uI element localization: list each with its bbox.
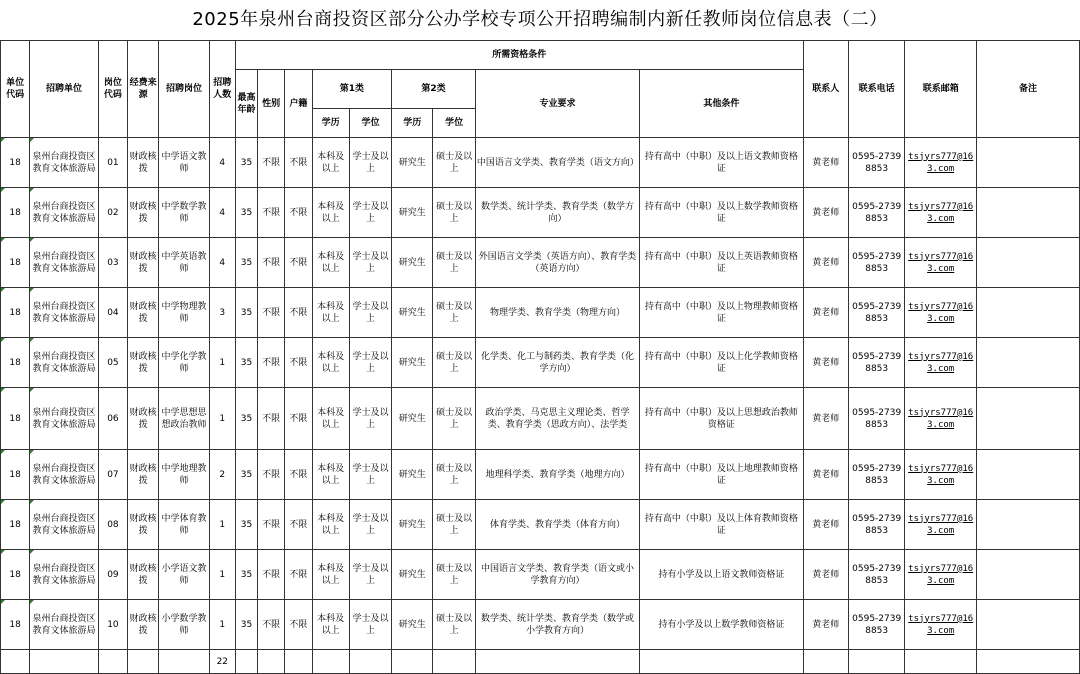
post-cell: 中学物理教师 xyxy=(159,288,209,338)
major-cell: 政治学类、马克思主义理论类、哲学类、教育学类（思政方向）、法学类 xyxy=(475,388,639,450)
email-cell[interactable]: tsjyrs777@163.com xyxy=(905,288,977,338)
empty-cell xyxy=(128,650,159,674)
unit-cell: 泉州台商投资区教育文体旅游局 xyxy=(30,188,99,238)
unit-cell: 泉州台商投资区教育文体旅游局 xyxy=(30,388,99,450)
empty-cell xyxy=(98,650,127,674)
header-unit-code: 单位代码 xyxy=(1,41,30,138)
header-unit: 招聘单位 xyxy=(30,41,99,138)
contact-cell: 黄老师 xyxy=(803,138,848,188)
degree-2-cell: 硕士及以上 xyxy=(433,450,475,500)
header-other: 其他条件 xyxy=(640,70,803,138)
funding-cell: 财政核拨 xyxy=(128,450,159,500)
post-cell: 中学语文教师 xyxy=(159,138,209,188)
post-code-cell: 10 xyxy=(98,600,127,650)
education-1-cell: 本科及以上 xyxy=(312,188,349,238)
funding-cell: 财政核拨 xyxy=(128,188,159,238)
remark-cell xyxy=(976,238,1079,288)
empty-cell xyxy=(159,650,209,674)
major-cell: 外国语言文学类（英语方向）、教育学类（英语方向） xyxy=(475,238,639,288)
funding-cell: 财政核拨 xyxy=(128,500,159,550)
max-age-cell: 35 xyxy=(235,138,257,188)
education-1-cell: 本科及以上 xyxy=(312,338,349,388)
hukou-cell: 不限 xyxy=(285,500,312,550)
header-degree-2: 学位 xyxy=(433,109,475,138)
header-requirements: 所需资格条件 xyxy=(235,41,803,70)
unit-code-cell: 18 xyxy=(1,338,30,388)
degree-1-cell: 学士及以上 xyxy=(349,550,391,600)
total-row xyxy=(1,650,1080,674)
max-age-cell: 35 xyxy=(235,550,257,600)
degree-2-cell: 硕士及以上 xyxy=(433,338,475,388)
empty-cell xyxy=(258,650,285,674)
contact-cell: 黄老师 xyxy=(803,450,848,500)
post-code-cell: 07 xyxy=(98,450,127,500)
empty-cell xyxy=(848,650,904,674)
header-education-1: 学历 xyxy=(312,109,349,138)
degree-2-cell: 硕士及以上 xyxy=(433,388,475,450)
header-type2: 第2类 xyxy=(392,70,476,109)
empty-cell xyxy=(905,650,977,674)
gender-cell: 不限 xyxy=(258,388,285,450)
table-row xyxy=(1,500,1080,550)
post-code-cell: 03 xyxy=(98,238,127,288)
table-row xyxy=(1,238,1080,288)
other-cell: 持有高中（中职）及以上化学教师资格证 xyxy=(640,338,803,388)
empty-cell xyxy=(285,650,312,674)
phone-cell: 0595-27398853 xyxy=(848,338,904,388)
contact-cell: 黄老师 xyxy=(803,188,848,238)
unit-code-cell: 18 xyxy=(1,138,30,188)
empty-cell xyxy=(640,650,803,674)
other-cell: 持有高中（中职）及以上英语教师资格证 xyxy=(640,238,803,288)
table-row xyxy=(1,450,1080,500)
header-education-2: 学历 xyxy=(392,109,433,138)
contact-cell: 黄老师 xyxy=(803,238,848,288)
count-cell: 1 xyxy=(209,338,235,388)
hukou-cell: 不限 xyxy=(285,188,312,238)
phone-cell: 0595-27398853 xyxy=(848,550,904,600)
count-cell: 1 xyxy=(209,600,235,650)
major-cell: 数学类、统计学类、教育学类（数学或小学教育方向） xyxy=(475,600,639,650)
education-1-cell: 本科及以上 xyxy=(312,600,349,650)
email-cell[interactable]: tsjyrs777@163.com xyxy=(905,600,977,650)
education-2-cell: 研究生 xyxy=(392,338,433,388)
education-1-cell: 本科及以上 xyxy=(312,388,349,450)
contact-cell: 黄老师 xyxy=(803,500,848,550)
education-1-cell: 本科及以上 xyxy=(312,138,349,188)
count-cell: 4 xyxy=(209,238,235,288)
gender-cell: 不限 xyxy=(258,450,285,500)
remark-cell xyxy=(976,500,1079,550)
other-cell: 持有高中（中职）及以上物理教师资格证 xyxy=(640,288,803,338)
other-cell: 持有高中（中职）及以上思想政治教师资格证 xyxy=(640,388,803,450)
max-age-cell: 35 xyxy=(235,600,257,650)
hukou-cell: 不限 xyxy=(285,388,312,450)
funding-cell: 财政核拨 xyxy=(128,338,159,388)
header-hukou: 户籍 xyxy=(285,70,312,138)
phone-cell: 0595-27398853 xyxy=(848,450,904,500)
remark-cell xyxy=(976,600,1079,650)
phone-cell: 0595-27398853 xyxy=(848,600,904,650)
funding-cell: 财政核拨 xyxy=(128,238,159,288)
other-cell: 持有小学及以上数学教师资格证 xyxy=(640,600,803,650)
unit-code-cell: 18 xyxy=(1,288,30,338)
unit-code-cell: 18 xyxy=(1,450,30,500)
degree-2-cell: 硕士及以上 xyxy=(433,550,475,600)
education-2-cell: 研究生 xyxy=(392,238,433,288)
degree-1-cell: 学士及以上 xyxy=(349,338,391,388)
funding-cell: 财政核拨 xyxy=(128,138,159,188)
unit-code-cell: 18 xyxy=(1,600,30,650)
post-cell: 中学地理教师 xyxy=(159,450,209,500)
phone-cell: 0595-27398853 xyxy=(848,138,904,188)
post-cell: 中学体育教师 xyxy=(159,500,209,550)
email-cell[interactable]: tsjyrs777@163.com xyxy=(905,500,977,550)
post-code-cell: 05 xyxy=(98,338,127,388)
unit-code-cell: 18 xyxy=(1,188,30,238)
hukou-cell: 不限 xyxy=(285,450,312,500)
major-cell: 中国语言文学类、教育学类（语文或小学教育方向） xyxy=(475,550,639,600)
header-contact: 联系人 xyxy=(803,41,848,138)
degree-2-cell: 硕士及以上 xyxy=(433,600,475,650)
other-cell: 持有小学及以上语文教师资格证 xyxy=(640,550,803,600)
empty-cell xyxy=(475,650,639,674)
table-row xyxy=(1,188,1080,238)
table-row xyxy=(1,550,1080,600)
unit-cell: 泉州台商投资区教育文体旅游局 xyxy=(30,138,99,188)
education-1-cell: 本科及以上 xyxy=(312,238,349,288)
header-remark: 备注 xyxy=(976,41,1079,138)
post-cell: 中学英语教师 xyxy=(159,238,209,288)
recruitment-table xyxy=(0,40,1080,674)
phone-cell: 0595-27398853 xyxy=(848,188,904,238)
degree-1-cell: 学士及以上 xyxy=(349,138,391,188)
unit-cell: 泉州台商投资区教育文体旅游局 xyxy=(30,550,99,600)
count-cell: 2 xyxy=(209,450,235,500)
table-row xyxy=(1,288,1080,338)
remark-cell xyxy=(976,288,1079,338)
remark-cell xyxy=(976,550,1079,600)
hukou-cell: 不限 xyxy=(285,600,312,650)
education-2-cell: 研究生 xyxy=(392,188,433,238)
other-cell: 持有高中（中职）及以上语文教师资格证 xyxy=(640,138,803,188)
degree-1-cell: 学士及以上 xyxy=(349,500,391,550)
degree-2-cell: 硕士及以上 xyxy=(433,138,475,188)
education-1-cell: 本科及以上 xyxy=(312,288,349,338)
count-cell: 1 xyxy=(209,388,235,450)
hukou-cell: 不限 xyxy=(285,288,312,338)
hukou-cell: 不限 xyxy=(285,238,312,288)
empty-cell xyxy=(1,650,30,674)
header-count: 招聘人数 xyxy=(209,41,235,138)
hukou-cell: 不限 xyxy=(285,338,312,388)
funding-cell: 财政核拨 xyxy=(128,600,159,650)
gender-cell: 不限 xyxy=(258,600,285,650)
header-funding: 经费来源 xyxy=(128,41,159,138)
table-row xyxy=(1,388,1080,450)
count-cell: 4 xyxy=(209,188,235,238)
header-gender: 性别 xyxy=(258,70,285,138)
remark-cell xyxy=(976,188,1079,238)
email-cell[interactable]: tsjyrs777@163.com xyxy=(905,238,977,288)
max-age-cell: 35 xyxy=(235,288,257,338)
remark-cell xyxy=(976,338,1079,388)
header-type1: 第1类 xyxy=(312,70,392,109)
empty-cell xyxy=(235,650,257,674)
unit-cell: 泉州台商投资区教育文体旅游局 xyxy=(30,288,99,338)
unit-cell: 泉州台商投资区教育文体旅游局 xyxy=(30,500,99,550)
header-major: 专业要求 xyxy=(475,70,639,138)
degree-2-cell: 硕士及以上 xyxy=(433,500,475,550)
funding-cell: 财政核拨 xyxy=(128,288,159,338)
header-post-code: 岗位代码 xyxy=(98,41,127,138)
degree-1-cell: 学士及以上 xyxy=(349,288,391,338)
contact-cell: 黄老师 xyxy=(803,388,848,450)
degree-1-cell: 学士及以上 xyxy=(349,188,391,238)
major-cell: 体育学类、教育学类（体育方向） xyxy=(475,500,639,550)
post-cell: 中学化学教师 xyxy=(159,338,209,388)
other-cell: 持有高中（中职）及以上地理教师资格证 xyxy=(640,450,803,500)
gender-cell: 不限 xyxy=(258,188,285,238)
max-age-cell: 35 xyxy=(235,338,257,388)
degree-2-cell: 硕士及以上 xyxy=(433,238,475,288)
major-cell: 化学类、化工与制药类、教育学类（化学方向） xyxy=(475,338,639,388)
degree-1-cell: 学士及以上 xyxy=(349,388,391,450)
remark-cell xyxy=(976,388,1079,450)
empty-cell xyxy=(976,650,1079,674)
contact-cell: 黄老师 xyxy=(803,550,848,600)
max-age-cell: 35 xyxy=(235,188,257,238)
max-age-cell: 35 xyxy=(235,238,257,288)
hukou-cell: 不限 xyxy=(285,550,312,600)
table-row xyxy=(1,600,1080,650)
remark-cell xyxy=(976,138,1079,188)
education-1-cell: 本科及以上 xyxy=(312,500,349,550)
header-row-1 xyxy=(1,41,1080,70)
major-cell: 数学类、统计学类、教育学类（数学方向） xyxy=(475,188,639,238)
contact-cell: 黄老师 xyxy=(803,600,848,650)
empty-cell xyxy=(312,650,349,674)
header-phone: 联系电话 xyxy=(848,41,904,138)
education-2-cell: 研究生 xyxy=(392,138,433,188)
header-max-age: 最高年龄 xyxy=(235,70,257,138)
post-cell: 中学思想思想政治教师 xyxy=(159,388,209,450)
post-code-cell: 01 xyxy=(98,138,127,188)
remark-cell xyxy=(976,450,1079,500)
email-cell[interactable]: tsjyrs777@163.com xyxy=(905,388,977,450)
unit-cell: 泉州台商投资区教育文体旅游局 xyxy=(30,338,99,388)
unit-code-cell: 18 xyxy=(1,238,30,288)
post-cell: 中学数学教师 xyxy=(159,188,209,238)
unit-cell: 泉州台商投资区教育文体旅游局 xyxy=(30,450,99,500)
education-2-cell: 研究生 xyxy=(392,388,433,450)
gender-cell: 不限 xyxy=(258,138,285,188)
count-cell: 1 xyxy=(209,550,235,600)
funding-cell: 财政核拨 xyxy=(128,388,159,450)
email-cell[interactable]: tsjyrs777@163.com xyxy=(905,338,977,388)
post-code-cell: 06 xyxy=(98,388,127,450)
header-email: 联系邮箱 xyxy=(905,41,977,138)
max-age-cell: 35 xyxy=(235,450,257,500)
unit-code-cell: 18 xyxy=(1,388,30,450)
degree-1-cell: 学士及以上 xyxy=(349,450,391,500)
degree-1-cell: 学士及以上 xyxy=(349,600,391,650)
phone-cell: 0595-27398853 xyxy=(848,500,904,550)
education-2-cell: 研究生 xyxy=(392,450,433,500)
contact-cell: 黄老师 xyxy=(803,288,848,338)
major-cell: 物理学类、教育学类（物理方向） xyxy=(475,288,639,338)
gender-cell: 不限 xyxy=(258,288,285,338)
empty-cell xyxy=(433,650,475,674)
unit-cell: 泉州台商投资区教育文体旅游局 xyxy=(30,238,99,288)
email-cell[interactable]: tsjyrs777@163.com xyxy=(905,450,977,500)
phone-cell: 0595-27398853 xyxy=(848,288,904,338)
post-code-cell: 08 xyxy=(98,500,127,550)
education-2-cell: 研究生 xyxy=(392,550,433,600)
table-row xyxy=(1,138,1080,188)
header-post: 招聘岗位 xyxy=(159,41,209,138)
gender-cell: 不限 xyxy=(258,238,285,288)
other-cell: 持有高中（中职）及以上数学教师资格证 xyxy=(640,188,803,238)
education-2-cell: 研究生 xyxy=(392,288,433,338)
post-code-cell: 04 xyxy=(98,288,127,338)
major-cell: 中国语言文学类、教育学类（语文方向） xyxy=(475,138,639,188)
gender-cell: 不限 xyxy=(258,550,285,600)
gender-cell: 不限 xyxy=(258,338,285,388)
max-age-cell: 35 xyxy=(235,388,257,450)
total-count-cell: 22 xyxy=(209,650,235,674)
count-cell: 4 xyxy=(209,138,235,188)
page-title: 2025年泉州台商投资区部分公办学校专项公开招聘编制内新任教师岗位信息表（二） xyxy=(192,9,888,30)
post-cell: 小学语文教师 xyxy=(159,550,209,600)
post-cell: 小学数学教师 xyxy=(159,600,209,650)
degree-1-cell: 学士及以上 xyxy=(349,238,391,288)
contact-cell: 黄老师 xyxy=(803,338,848,388)
education-1-cell: 本科及以上 xyxy=(312,550,349,600)
empty-cell xyxy=(803,650,848,674)
phone-cell: 0595-27398853 xyxy=(848,388,904,450)
post-code-cell: 09 xyxy=(98,550,127,600)
empty-cell xyxy=(392,650,433,674)
other-cell: 持有高中（中职）及以上体育教师资格证 xyxy=(640,500,803,550)
education-1-cell: 本科及以上 xyxy=(312,450,349,500)
table-row xyxy=(1,338,1080,388)
empty-cell xyxy=(349,650,391,674)
post-code-cell: 02 xyxy=(98,188,127,238)
education-2-cell: 研究生 xyxy=(392,600,433,650)
hukou-cell: 不限 xyxy=(285,138,312,188)
email-cell[interactable]: tsjyrs777@163.com xyxy=(905,138,977,188)
education-2-cell: 研究生 xyxy=(392,500,433,550)
count-cell: 3 xyxy=(209,288,235,338)
unit-code-cell: 18 xyxy=(1,550,30,600)
major-cell: 地理科学类、教育学类（地理方向） xyxy=(475,450,639,500)
degree-2-cell: 硕士及以上 xyxy=(433,188,475,238)
unit-cell: 泉州台商投资区教育文体旅游局 xyxy=(30,600,99,650)
funding-cell: 财政核拨 xyxy=(128,550,159,600)
email-cell[interactable]: tsjyrs777@163.com xyxy=(905,188,977,238)
email-cell[interactable]: tsjyrs777@163.com xyxy=(905,550,977,600)
empty-cell xyxy=(30,650,99,674)
degree-2-cell: 硕士及以上 xyxy=(433,288,475,338)
unit-code-cell: 18 xyxy=(1,500,30,550)
max-age-cell: 35 xyxy=(235,500,257,550)
count-cell: 1 xyxy=(209,500,235,550)
gender-cell: 不限 xyxy=(258,500,285,550)
header-degree-1: 学位 xyxy=(349,109,391,138)
phone-cell: 0595-27398853 xyxy=(848,238,904,288)
